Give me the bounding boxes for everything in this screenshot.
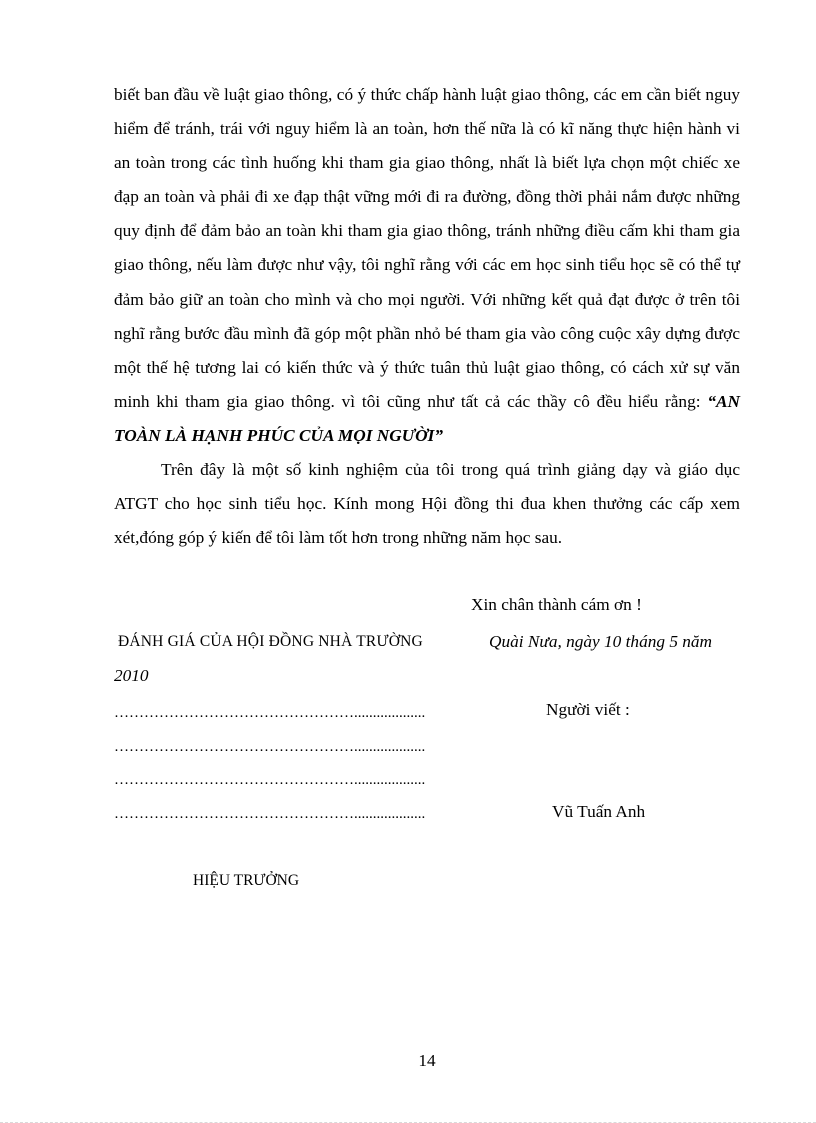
closing-paragraph: Trên đây là một số kinh nghiệm của tôi trong quá trình giảng dạy và giáo dục ATGT cho học sinh tiểu học. Kính mong Hội đồng thi đua khen thưởng các cấp xem xét,đóng góp ý kiến để tôi làm tốt hơn trong những năm học sau. (114, 460, 740, 548)
page-number: 14 (418, 1051, 436, 1070)
review-dotted-line: …………………………………………................... (114, 806, 426, 822)
thanks-line: Xin chân thành cám ơn ! (471, 595, 642, 614)
review-dotted-line: …………………………………………................... (114, 772, 426, 788)
slogan: “AN TOÀN LÀ HẠNH PHÚC CỦA MỌI NGƯỜI” (114, 391, 740, 445)
review-dotted-line: …………………………………………................... (114, 739, 426, 755)
review-dotted-line: …………………………………………................... (114, 705, 426, 721)
principal-label: HIỆU TRƯỞNG (193, 872, 300, 889)
school-council-review-title: ĐÁNH GIÁ CỦA HỘI ĐỒNG NHÀ TRƯỜNG (118, 633, 423, 650)
author-name: Vũ Tuấn Anh (552, 802, 646, 821)
main-paragraph-text: biết ban đầu về luật giao thông, có ý thức chấp hành luật giao thông, các em cần biết nguy hiểm để tránh, trái với nguy hiểm là an toàn, hơn thế nữa là có kĩ năng thực hiện hành vi an toàn trong các tình huống khi tham gia giao thông, nhất là biết lựa chọn một chiếc xe đạp an toàn và phải đi xe đạp thật vững mới đi ra đường, đồng thời phải nắm được những quy định để đảm bảo an toàn khi tham gia giao thông, tránh những điều cấm khi tham gia giao thông, nếu làm được như vậy, tôi nghĩ rằng với các em học sinh tiểu học sẽ có thể tự đảm bảo giữ an toàn cho mình và cho mọi người. Với những kết quả đạt được ở trên tôi nghĩ rằng bước đầu mình đã góp một phần nhỏ bé tham gia vào công cuộc xây dựng được một thế hệ tương lai có kiến thức và ý thức tuân thủ luật giao thông, có cách xử sự văn minh khi tham gia giao thông. vì tôi cũng như tất cả các thầy cô đều hiểu rằng: (114, 85, 740, 411)
date-year: 2010 (114, 666, 149, 685)
body-text (114, 78, 740, 555)
main-paragraph (114, 78, 740, 453)
place-date: Quài Nưa, ngày 10 tháng 5 năm (489, 632, 713, 651)
writer-label: Người viết : (546, 700, 630, 719)
